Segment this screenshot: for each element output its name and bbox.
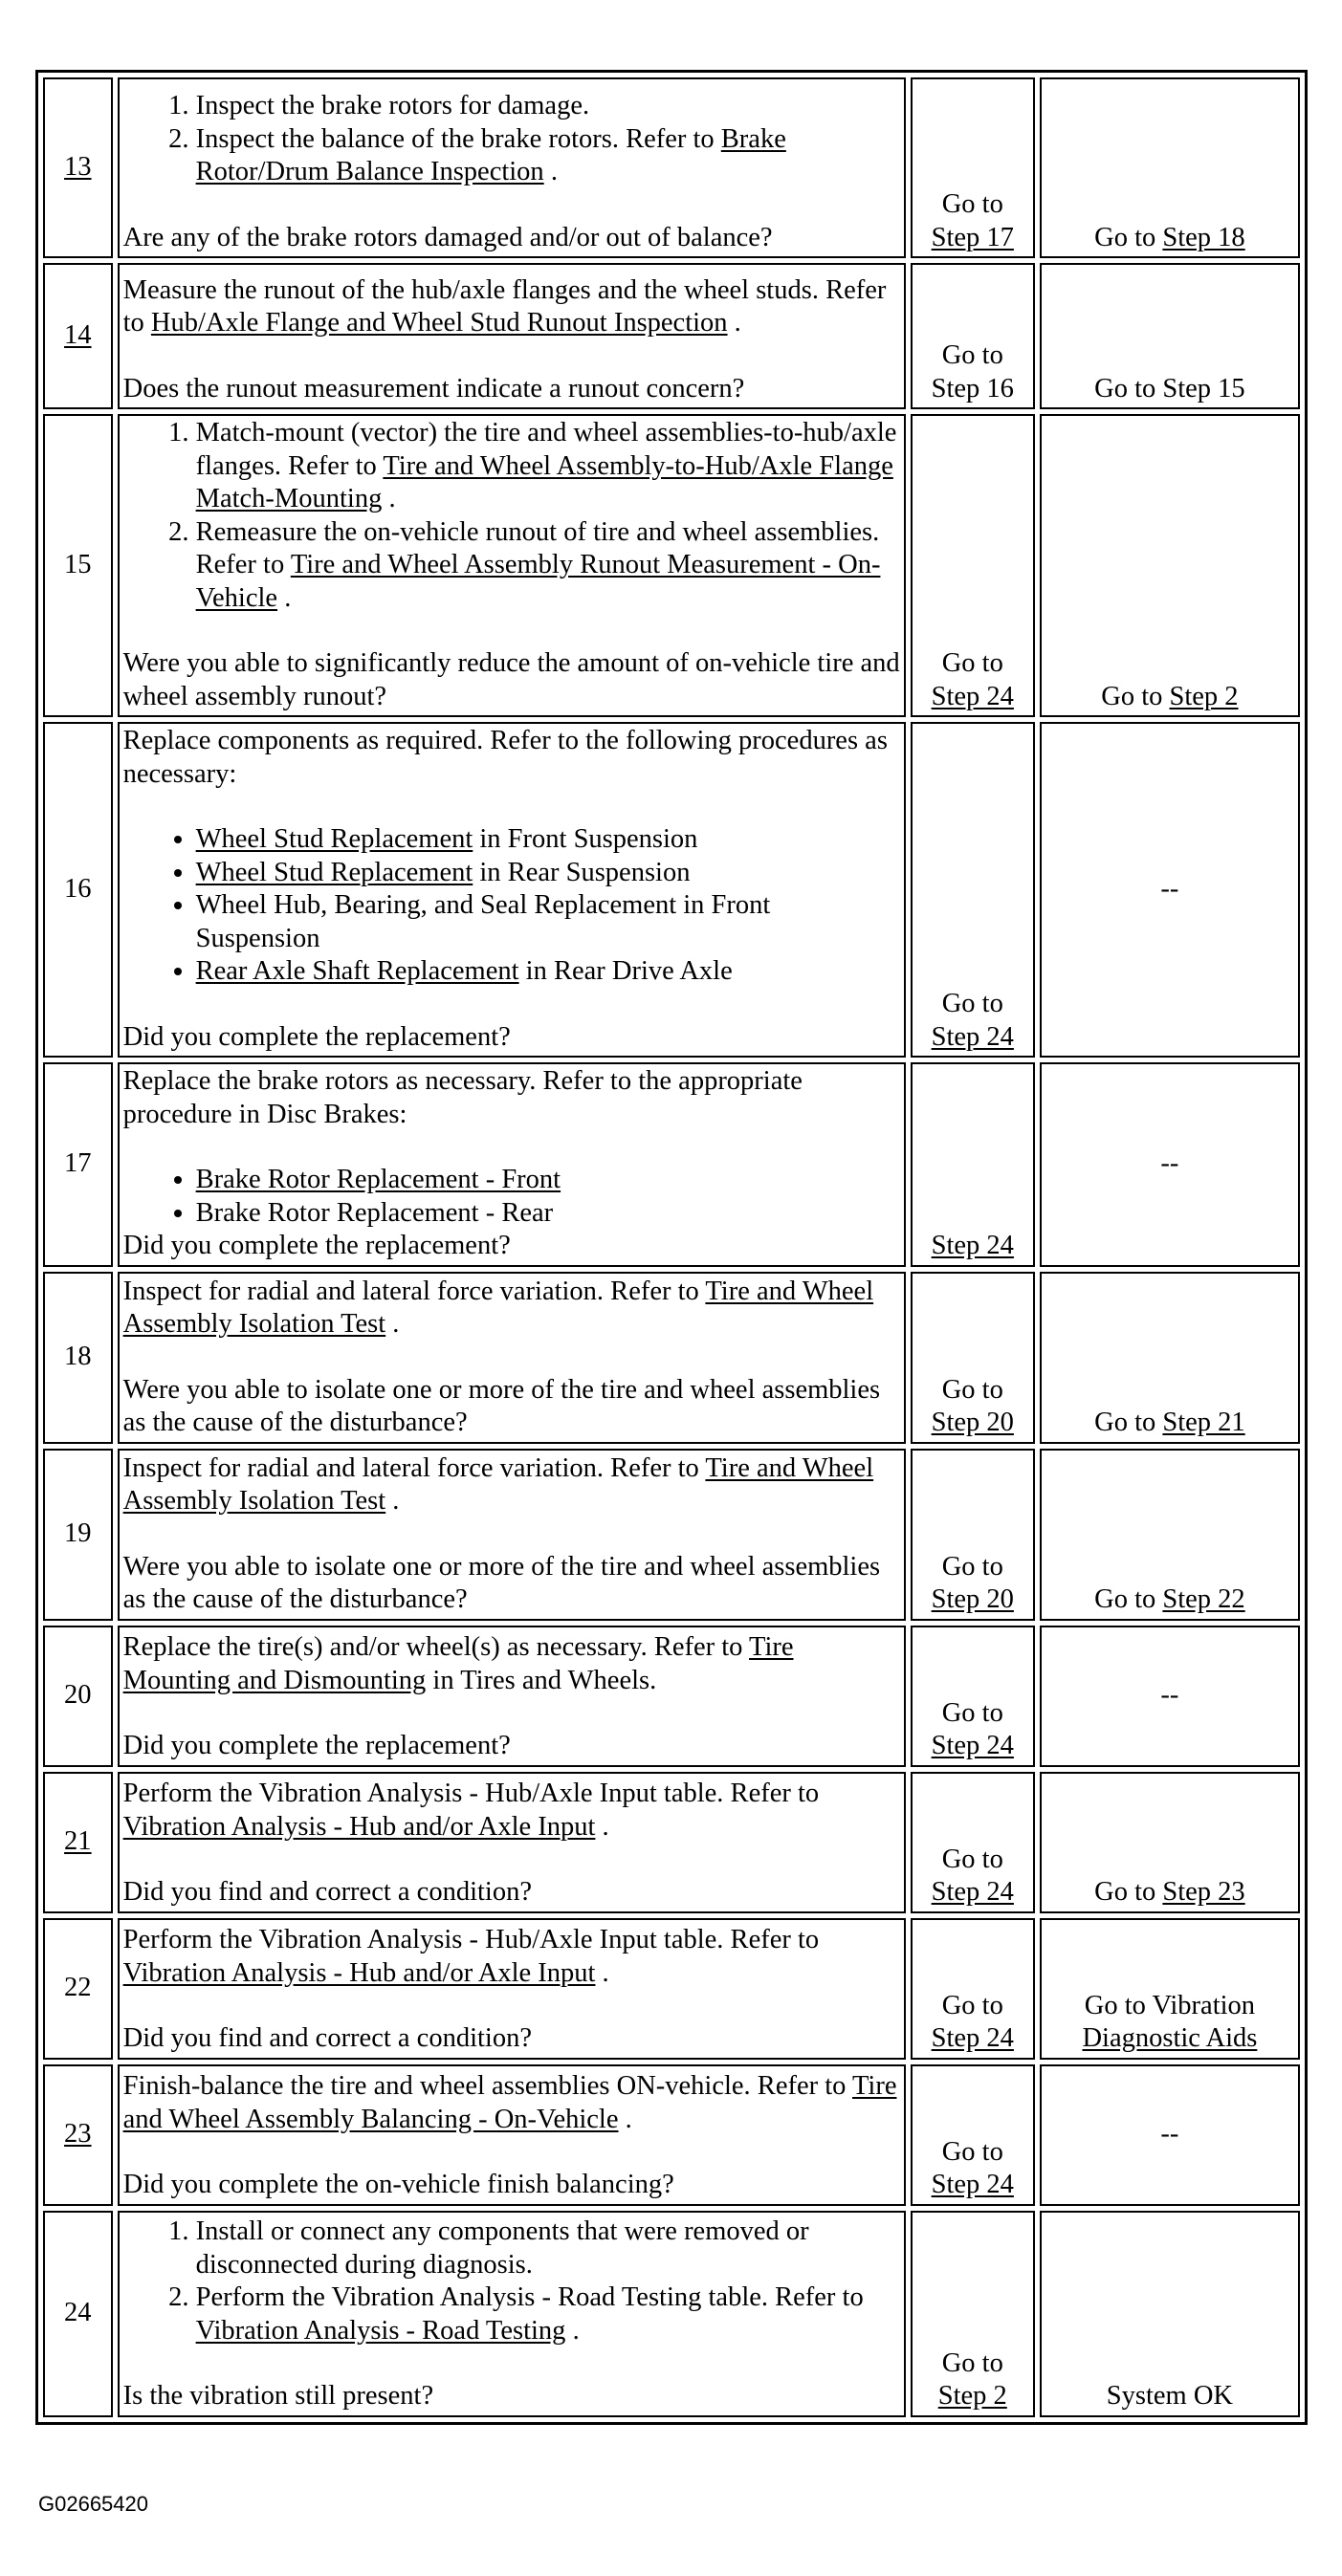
step-number: 16 (64, 873, 92, 904)
action-instruction (123, 1065, 900, 1131)
table-row (43, 77, 1300, 258)
list-item (196, 516, 900, 616)
action-instruction (123, 1631, 900, 1697)
diagnostic-table (35, 70, 1308, 2425)
question-text: Were you able to significantly reduce the amount of on-vehicle tire and wheel assembly runout? (122, 648, 900, 711)
text-segment: Replace the tire(s) and/or wheel(s) as necessary. Refer to (122, 1632, 750, 1662)
text-segment: . (385, 1486, 400, 1516)
text-segment: . (727, 308, 741, 338)
go-to-text: Go to (941, 340, 1003, 370)
reference-link[interactable]: Tire and Wheel Assembly Runout Measurement - On-Vehicle (195, 550, 881, 613)
yes-step-link[interactable]: Step 24 (931, 2023, 1014, 2053)
table-row (43, 2211, 1300, 2417)
no-step-text: Go to Step 15 (1094, 373, 1245, 404)
table-row (43, 722, 1300, 1058)
bullet-list (123, 823, 900, 989)
yes-action-cell (911, 1272, 1035, 1444)
yes-step-link[interactable]: Step 24 (931, 1877, 1014, 1907)
no-step-link[interactable]: Diagnostic Aids (1082, 2023, 1258, 2053)
text-segment: Brake Rotor Replacement - Rear (195, 1197, 554, 1228)
yes-step-link[interactable]: Step 24 (931, 1021, 1014, 1052)
no-action-cell (1040, 1918, 1300, 2060)
list-item (196, 2216, 900, 2281)
step-number[interactable]: 13 (64, 151, 92, 182)
yes-action-cell (911, 414, 1035, 717)
go-to-text: Go to (941, 1990, 1003, 2020)
no-step-text: -- (1160, 1679, 1179, 1710)
no-action-cell (1040, 263, 1300, 409)
numbered-list (123, 417, 900, 615)
step-number: 22 (64, 1972, 92, 2002)
step-number: 19 (64, 1517, 92, 1548)
go-to-text: Go to (1094, 1584, 1163, 1614)
text-segment: Match-mount (vector) the tire and wheel assemblies-to-hub/axle flanges. Refer to (195, 418, 897, 481)
list-item (196, 123, 900, 189)
action-cell (118, 2211, 906, 2417)
go-to-text: Go to (941, 2136, 1003, 2167)
list-item (196, 889, 900, 955)
table-row (43, 1772, 1300, 1913)
no-step-text: -- (1160, 1148, 1179, 1178)
yes-action-cell (911, 1918, 1035, 2060)
action-cell (118, 414, 906, 717)
step-number[interactable]: 21 (64, 1825, 92, 1856)
yes-step-link[interactable]: Step 2 (937, 2381, 1007, 2411)
table-row (43, 1062, 1300, 1267)
reference-link[interactable]: Tire and Wheel Assembly Isolation Test (122, 1276, 874, 1339)
reference-link[interactable]: Tire and Wheel Assembly Balancing - On-Vehicle (122, 2071, 897, 2134)
yes-step-link[interactable]: Step 24 (931, 1231, 1014, 1260)
list-item (196, 823, 900, 857)
table-row (43, 2064, 1300, 2206)
no-action-cell (1040, 2211, 1300, 2417)
no-step-text: System OK (1106, 2381, 1234, 2411)
reference-link[interactable]: Brake Rotor/Drum Balance Inspection (195, 123, 786, 186)
question-text: Were you able to isolate one or more of the tire and wheel assemblies as the cause of the disturbance? (122, 1551, 881, 1614)
text-segment: in Tires and Wheels. (426, 1665, 657, 1695)
no-step-link[interactable]: Step 2 (1169, 681, 1239, 711)
text-segment: Inspect for radial and lateral force variation. Refer to (122, 1276, 706, 1306)
reference-link[interactable]: Vibration Analysis - Hub and/or Axle Input (122, 1811, 596, 1842)
yes-action-cell (911, 1062, 1035, 1267)
go-to-text: Go to (941, 648, 1003, 678)
question-text: Did you complete the replacement? (122, 1021, 511, 1052)
list-item (196, 90, 900, 123)
question-text: Are any of the brake rotors damaged and/or out of balance? (122, 222, 773, 252)
step-number-cell (43, 1062, 113, 1267)
reference-link[interactable]: Hub/Axle Flange and Wheel Stud Runout Inspection (150, 308, 728, 338)
action-cell (118, 77, 906, 258)
action-instruction (123, 1276, 900, 1342)
action-cell (118, 263, 906, 409)
go-to-text: Go to (941, 2347, 1003, 2378)
text-segment: Perform the Vibration Analysis - Hub/Axle Input table. Refer to (122, 1925, 820, 1954)
step-number: 20 (64, 1679, 92, 1710)
text-segment: Inspect the brake rotors for damage. (195, 91, 590, 120)
go-to-text: Go to (941, 1697, 1003, 1728)
list-item (196, 857, 900, 890)
text-segment: Finish-balance the tire and wheel assemblies ON-vehicle. Refer to (122, 2071, 852, 2101)
reference-link[interactable]: Vibration Analysis - Road Testing (195, 2315, 566, 2346)
text-segment: Replace the brake rotors as necessary. Refer to the appropriate procedure in Disc Brakes: (122, 1066, 803, 1129)
go-to-text: Go to (941, 189, 1003, 219)
text-segment: . (565, 2315, 580, 2346)
action-instruction (123, 1778, 900, 1844)
yes-action-cell (911, 1772, 1035, 1913)
question-text: Did you find and correct a condition? (122, 2023, 532, 2053)
text-segment: Replace components as required. Refer to the following procedures as necessary: (122, 726, 888, 789)
yes-step-link[interactable]: Step 24 (931, 681, 1014, 711)
question-text: Did you complete the replacement? (122, 1731, 511, 1760)
no-action-cell (1040, 77, 1300, 258)
go-to-text: Go to (941, 1844, 1003, 1874)
yes-step-text: Step 16 (931, 373, 1014, 404)
yes-step-link[interactable]: Step 20 (931, 1408, 1014, 1437)
no-action-cell (1040, 1772, 1300, 1913)
list-item (196, 1197, 900, 1231)
step-number: 24 (64, 2297, 92, 2327)
list-item (196, 2281, 900, 2347)
reference-link[interactable]: Wheel Stud Replacement (195, 857, 473, 887)
reference-link[interactable]: Tire Mounting and Dismounting (122, 1632, 794, 1695)
table-row (43, 1918, 1300, 2060)
action-instruction (123, 1452, 900, 1518)
no-step-text: -- (1160, 873, 1179, 904)
list-item (196, 417, 900, 516)
question-text: Does the runout measurement indicate a runout concern? (122, 373, 745, 404)
yes-action-cell (911, 2211, 1035, 2417)
text-segment: Wheel Hub, Bearing, and Seal Replacement in Front Suspension (195, 890, 771, 953)
question-text: Did you complete the on-vehicle finish balancing? (122, 2170, 674, 2199)
yes-step-link[interactable]: Step 24 (931, 1731, 1014, 1760)
list-item (196, 955, 900, 989)
step-number-cell (43, 414, 113, 717)
text-segment: in Front Suspension (473, 824, 698, 854)
no-action-cell (1040, 414, 1300, 717)
no-action-cell (1040, 722, 1300, 1058)
text-segment: Inspect the balance of the brake rotors. Refer to (195, 123, 721, 154)
no-step-link[interactable]: Step 18 (1162, 222, 1245, 252)
no-action-cell (1040, 1062, 1300, 1267)
yes-step-link[interactable]: Step 24 (931, 2170, 1014, 2199)
reference-link[interactable]: Tire and Wheel Assembly Isolation Test (122, 1452, 874, 1516)
reference-link[interactable]: Rear Axle Shaft Replacement (195, 956, 519, 986)
text-segment: Perform the Vibration Analysis - Road Testing table. Refer to (195, 2282, 864, 2312)
question-text: Did you complete the replacement? (122, 1231, 511, 1260)
step-number-cell (43, 1918, 113, 2060)
no-step-link[interactable]: Step 22 (1162, 1584, 1245, 1614)
action-instruction (123, 2070, 900, 2136)
no-step-text: -- (1160, 2118, 1179, 2149)
question-text: Did you find and correct a condition? (122, 1877, 532, 1907)
text-segment: . (595, 1811, 609, 1842)
yes-step-link[interactable]: Step 20 (931, 1584, 1014, 1614)
question-text: Is the vibration still present? (122, 2381, 434, 2411)
reference-link[interactable]: Vibration Analysis - Hub and/or Axle Input (122, 1957, 596, 1988)
step-number-cell (43, 1626, 113, 1767)
text-segment: . (543, 157, 558, 186)
action-cell (118, 722, 906, 1058)
go-to-text: Go to Vibration (1084, 1990, 1256, 2020)
table-row (43, 414, 1300, 717)
no-step-link[interactable]: Step 23 (1162, 1877, 1245, 1907)
step-number-cell (43, 2211, 113, 2417)
yes-action-cell (911, 77, 1035, 258)
text-segment: . (618, 2104, 632, 2134)
action-cell (118, 1272, 906, 1444)
step-number: 15 (64, 549, 92, 579)
figure-code: G02665420 (38, 2492, 148, 2516)
step-number-cell (43, 2064, 113, 2206)
action-cell (118, 1449, 906, 1621)
step-number-cell (43, 263, 113, 409)
text-segment: in Rear Suspension (473, 857, 691, 887)
action-instruction (123, 725, 900, 791)
go-to-text: Go to (1094, 1408, 1163, 1437)
no-action-cell (1040, 1626, 1300, 1767)
go-to-text: Go to (1094, 222, 1163, 252)
text-segment: Remeasure the on-vehicle runout of tire and wheel assemblies. Refer to (195, 516, 880, 579)
question-text: Were you able to isolate one or more of the tire and wheel assemblies as the cause of the disturbance? (122, 1374, 881, 1437)
yes-action-cell (911, 2064, 1035, 2206)
bullet-list (123, 1164, 900, 1230)
yes-action-cell (911, 1449, 1035, 1621)
go-to-text: Go to (941, 989, 1003, 1018)
go-to-text: Go to (941, 1374, 1003, 1405)
table-row (43, 1449, 1300, 1621)
no-step-link[interactable]: Step 21 (1162, 1408, 1245, 1437)
table-body (43, 77, 1300, 2417)
reference-link[interactable]: Tire and Wheel Assembly-to-Hub/Axle Flange Match-Mounting (195, 450, 893, 513)
step-number[interactable]: 23 (64, 2118, 92, 2149)
step-number-cell (43, 722, 113, 1058)
action-cell (118, 1062, 906, 1267)
text-segment: . (277, 582, 292, 613)
text-segment: . (385, 1309, 400, 1339)
step-number-cell (43, 1272, 113, 1444)
action-cell (118, 1772, 906, 1913)
step-number: 17 (64, 1148, 92, 1178)
step-number-cell (43, 1449, 113, 1621)
step-number-cell (43, 77, 113, 258)
go-to-text: Go to (941, 1551, 1003, 1582)
go-to-text: Go to (1094, 1877, 1163, 1907)
action-cell (118, 1918, 906, 2060)
go-to-text: Go to (1101, 681, 1170, 711)
table-row (43, 1626, 1300, 1767)
no-action-cell (1040, 2064, 1300, 2206)
no-action-cell (1040, 1449, 1300, 1621)
text-segment: . (382, 484, 396, 513)
table-row (43, 1272, 1300, 1444)
text-segment: Inspect for radial and lateral force variation. Refer to (122, 1452, 706, 1483)
action-cell (118, 1626, 906, 1767)
yes-action-cell (911, 722, 1035, 1058)
reference-link[interactable]: Brake Rotor Replacement - Front (195, 1165, 561, 1194)
numbered-list (123, 90, 900, 189)
text-segment: Perform the Vibration Analysis - Hub/Axle Input table. Refer to (122, 1779, 820, 1808)
no-action-cell (1040, 1272, 1300, 1444)
step-number[interactable]: 14 (64, 319, 92, 350)
reference-link[interactable]: Wheel Stud Replacement (195, 824, 473, 854)
step-number-cell (43, 1772, 113, 1913)
yes-step-link[interactable]: Step 17 (931, 222, 1014, 252)
text-segment: in Rear Drive Axle (518, 956, 733, 986)
text-segment: Install or connect any components that were removed or disconnected during diagnosis. (195, 2216, 809, 2280)
text-segment: Measure the runout of the hub/axle flanges and the wheel studs. Refer to (122, 274, 887, 338)
list-item (196, 1164, 900, 1197)
table-row (43, 263, 1300, 409)
action-instruction (123, 1924, 900, 1990)
yes-action-cell (911, 263, 1035, 409)
text-segment: . (595, 1957, 609, 1988)
diagnostic-table-container (35, 70, 1308, 2425)
action-instruction (123, 274, 900, 340)
step-number: 18 (64, 1341, 92, 1371)
yes-action-cell (911, 1626, 1035, 1767)
numbered-list (123, 2216, 900, 2347)
action-cell (118, 2064, 906, 2206)
